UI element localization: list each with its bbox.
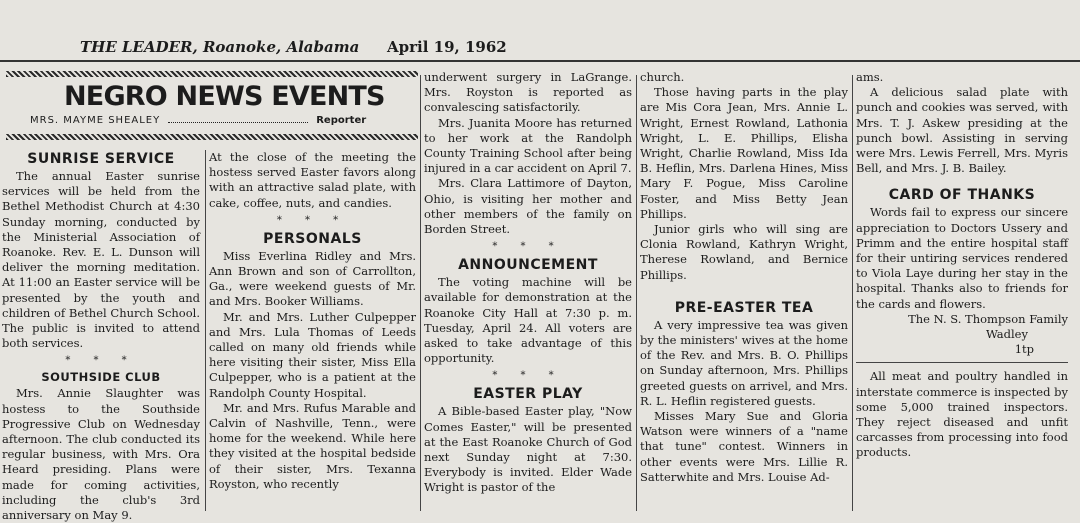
section-separator: * * * <box>65 355 137 367</box>
article-paragraph: Junior girls who will sing are Clonia Rowland, Kathryn Wright, Therese Rowland, and Bernice Phillips. <box>640 222 848 282</box>
article-continued: church. <box>640 70 685 84</box>
article-southside-club: Mrs. Annie Slaughter was hostess to the Southside Progressive Club on Wednesday afternoon. The club conducted its regular business, with Mrs. Ora Heard presiding. Plans were made for coming activities, including the club's 3rd anniversary on May 9. <box>2 386 200 523</box>
spacer <box>640 283 848 297</box>
page-title: NEGRO NEWS EVENTS <box>64 81 385 112</box>
heading-southside-club: SOUTHSIDE CLUB <box>41 370 161 385</box>
article-continued: At the close of the meeting the hostess served Easter favors along with an attractive salad plate, with cake, coffee, nuts, and candies. <box>209 150 416 210</box>
section-separator: * * * <box>276 214 349 226</box>
heading-card-of-thanks: CARD OF THANKS <box>888 187 1036 204</box>
byline-name: MRS. MAYME SHEALEY <box>30 115 161 126</box>
column-3 <box>424 70 632 511</box>
article-announcement: The voting machine will be available for demonstration at the Roanoke City Hall at 7:30 p. m. Tuesday, April 24. All voters are asked to take advantage of this opportunity. <box>424 275 632 366</box>
section-separator: * * * <box>492 241 564 253</box>
header-rule-top <box>6 71 418 77</box>
column-divider <box>852 75 853 511</box>
heading-sunrise-service: SUNRISE SERVICE <box>27 151 175 167</box>
article-meat-inspection: All meat and poultry handled in interstate commerce is inspected by some 5,000 trained inspectors. They reject diseased and unfit carcasses from processing into food products. <box>856 369 1068 460</box>
column-5 <box>856 70 1068 511</box>
column-divider <box>636 75 637 511</box>
column-1 <box>2 148 200 523</box>
byline-leader <box>168 122 308 123</box>
article-paragraph: Mr. and Mrs. Rufus Marable and Calvin of Nashville, Tenn., were home for the weekend. While here they visited at the hospital bedside of their sister, Mrs. Texanna Royston, who recently <box>209 400 416 491</box>
masthead-date: April 19, 1962 <box>387 38 507 56</box>
article-paragraph: Mr. and Mrs. Luther Culpepper and Mrs. Lula Thomas of Leeds called on many old friends while here visiting their sister, Miss Ella Culpepper, who is a patient at the Randolph County Hospital. <box>209 309 416 400</box>
masthead-rule <box>0 60 1080 62</box>
section-rule <box>856 362 1068 363</box>
article-continued: ams. <box>856 70 884 84</box>
article-paragraph: Miss Everlina Ridley and Mrs. Ann Brown and son of Carrollton, Ga., were weekend guests of Mr. and Mrs. Booker Williams. <box>209 248 416 309</box>
article-paragraph: Those having parts in the play are Mis Cora Jean, Mrs. Annie L. Wright, Ernest Rowland, Lathonia Wright, L. E. Phillips, Elisha Wright, Charlie Rowland, Miss Ida B. Heflin, Mrs. Darlena Hines, Miss Mary F. Pogue, Miss Caroline Foster, and Miss Betty Jean Phillips. <box>640 85 848 221</box>
signature-code: 1tp <box>1014 342 1034 357</box>
article-easter-play: A Bible-based Easter play, "Now Comes Easter," will be presented at the East Roanoke Church of God next Sunday night at 7:30. Everybody is invited. Elder Wade Wright is pastor of the <box>424 404 632 495</box>
column-divider <box>205 150 206 511</box>
column-divider <box>420 75 421 511</box>
article-pre-easter-tea: A very impressive tea was given by the ministers' wives at the home of the Rev. and Mrs. B. O. Phillips on Sunday afternoon, Mrs. Phillips greeted guests on arrivel, and Mrs. R. L. Heflin registered guests. <box>640 317 848 408</box>
signature-town: Wadley <box>985 327 1028 342</box>
heading-easter-play: EASTER PLAY <box>473 386 583 403</box>
article-paragraph: A delicious salad plate with punch and cookies was served, with Mrs. T. J. Askew presiding at the punch bowl. Assisting in serving were Mrs. Lewis Ferrell, Mrs. Myris Bell, and Mrs. J. B. Bailey. <box>856 85 1068 176</box>
column-4 <box>640 70 848 511</box>
article-sunrise-service: The annual Easter sunrise services will be held from the Bethel Methodist Church at 4:30 Sunday morning, conducted by the Ministerial Association of Roanoke. Rev. E. L. Dunson will deliver the morning meditation. At 11:00 an Easter service will be presented by the youth and children of Bethel Church School. The public is invited to attend both services. <box>2 169 200 351</box>
column-2 <box>209 150 416 511</box>
article-paragraph: Mrs. Clara Lattimore of Dayton, Ohio, is visiting her mother and other members of the family on Borden Street. <box>424 176 632 237</box>
byline-role: Reporter <box>316 115 367 126</box>
article-paragraph: Misses Mary Sue and Gloria Watson were winners of a "name that tune" contest. Winners in other events were Mrs. Lillie R. Satterwhite and Mrs. Louise Ad- <box>640 409 848 484</box>
section-separator: * * * <box>492 370 564 382</box>
masthead <box>80 38 507 56</box>
article-card-of-thanks: Words fail to express our sincere appreciation to Doctors Ussery and Primm and the entire hospital staff for their untiring services rendered to Viola Laye during her stay in the hospital. Thanks also to friends for the cards and flowers. <box>856 205 1068 311</box>
byline <box>30 115 383 126</box>
spacer <box>856 176 1068 184</box>
heading-pre-easter-tea: PRE-EASTER TEA <box>674 299 814 316</box>
article-paragraph: Mrs. Juanita Moore has returned to her work at the Randolph County Training School after being injured in a car accident on April 7. <box>424 115 632 176</box>
masthead-paper: THE LEADER, Roanoke, Alabama <box>80 38 360 56</box>
article-continued: underwent surgery in LaGrange. Mrs. Royston is reported as convalescing satisfactorily. <box>424 70 632 115</box>
heading-personals: PERSONALS <box>263 230 362 247</box>
header-rule-bottom <box>6 134 418 140</box>
signature-family: The N. S. Thompson Family <box>908 311 1068 326</box>
heading-announcement: ANNOUNCEMENT <box>458 257 598 274</box>
